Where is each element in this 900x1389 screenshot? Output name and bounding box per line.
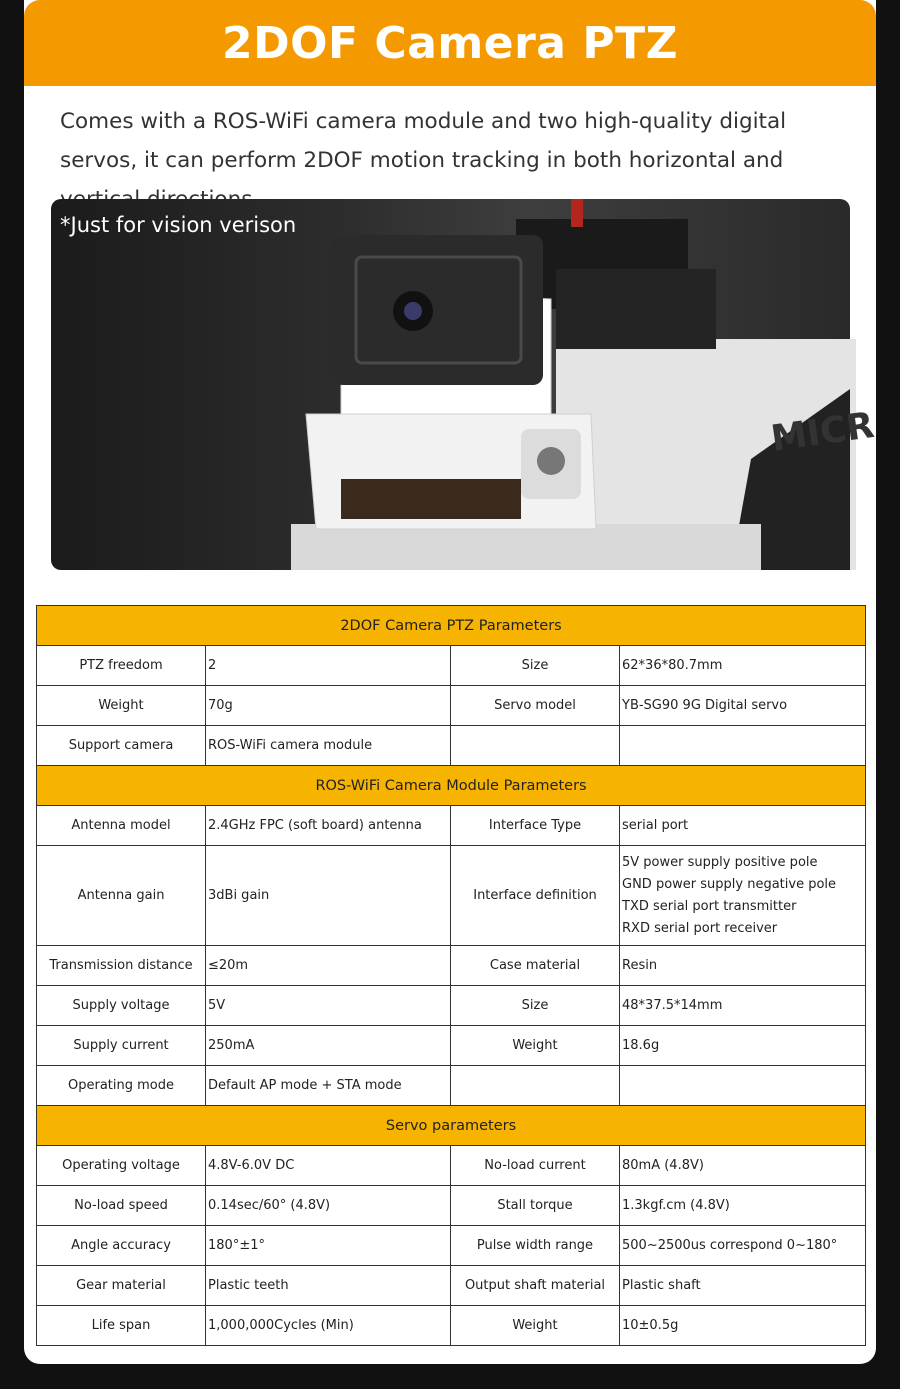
param-label: Servo model: [451, 686, 620, 726]
param-value: ≤20m: [206, 946, 451, 986]
param-label: Case material: [451, 946, 620, 986]
table-surface-shape: [291, 524, 761, 570]
param-label: Operating mode: [37, 1066, 206, 1106]
param-label: No-load speed: [37, 1186, 206, 1226]
param-value: 3dBi gain: [206, 846, 451, 946]
interface-pin: TXD serial port transmitter: [622, 898, 797, 914]
param-label: Pulse width range: [451, 1226, 620, 1266]
param-value: ROS-WiFi camera module: [206, 726, 451, 766]
product-photo: [51, 199, 877, 570]
param-label: Size: [451, 646, 620, 686]
param-value: 250mA: [206, 1026, 451, 1066]
param-value: Resin: [620, 946, 866, 986]
param-value: [620, 726, 866, 766]
param-label: Stall torque: [451, 1186, 620, 1226]
section-title: ROS-WiFi Camera Module Parameters: [37, 766, 866, 806]
table-row: [37, 1146, 866, 1186]
table-row: [37, 986, 866, 1026]
param-label: Supply voltage: [37, 986, 206, 1026]
param-value: 70g: [206, 686, 451, 726]
section-header-row: [37, 766, 866, 806]
title-banner: [24, 0, 876, 86]
photo-note: *Just for vision verison: [60, 213, 297, 237]
parameters-table: [36, 605, 866, 1346]
section-header-row: [37, 1106, 866, 1146]
param-value: 10±0.5g: [620, 1306, 866, 1346]
table-row: [37, 1306, 866, 1346]
param-value: 2.4GHz FPC (soft board) antenna: [206, 806, 451, 846]
param-label: Angle accuracy: [37, 1226, 206, 1266]
table-row: [37, 726, 866, 766]
param-value: 80mA (4.8V): [620, 1146, 866, 1186]
intro-text: Comes with a ROS-WiFi camera module and two high-quality digital servos, it can perform 2DOF motion tracking in both horizontal and: [60, 109, 787, 173]
param-value: 5V: [206, 986, 451, 1026]
param-value: 500~2500us correspond 0~180°: [620, 1226, 866, 1266]
page-title: 2DOF Camera PTZ: [222, 17, 678, 69]
param-label: [451, 726, 620, 766]
interface-definition-list: [620, 846, 866, 946]
param-value: 2: [206, 646, 451, 686]
param-value: 1.3kgf.cm (4.8V): [620, 1186, 866, 1226]
param-label: Weight: [37, 686, 206, 726]
interface-pin: GND power supply negative pole: [622, 876, 837, 892]
param-label: Output shaft material: [451, 1266, 620, 1306]
param-value: [620, 1066, 866, 1106]
interface-pin: RXD serial port receiver: [622, 920, 778, 936]
param-label: Transmission distance: [37, 946, 206, 986]
back-block-shape: [556, 269, 716, 349]
param-label: Life span: [37, 1306, 206, 1346]
param-value: Default AP mode + STA mode: [206, 1066, 451, 1106]
param-value: Plastic shaft: [620, 1266, 866, 1306]
param-value: serial port: [620, 806, 866, 846]
param-label: Antenna model: [37, 806, 206, 846]
param-value: 62*36*80.7mm: [620, 646, 866, 686]
table-row: [37, 1186, 866, 1226]
table-row: [37, 1266, 866, 1306]
table-row: [37, 686, 866, 726]
param-label: Operating voltage: [37, 1146, 206, 1186]
param-value: 48*37.5*14mm: [620, 986, 866, 1026]
camera-lens-glass-shape: [404, 302, 422, 320]
param-label: Antenna gain: [37, 846, 206, 946]
param-label: Interface definition: [451, 846, 620, 946]
param-label: Weight: [451, 1306, 620, 1346]
param-label: Supply current: [37, 1026, 206, 1066]
table-row: [37, 646, 866, 686]
param-value: 180°±1°: [206, 1226, 451, 1266]
red-cable-shape: [571, 199, 583, 227]
section-header-row: [37, 606, 866, 646]
table-row: [37, 806, 866, 846]
table-row: [37, 1026, 866, 1066]
param-label: Gear material: [37, 1266, 206, 1306]
servo-screw-shape: [537, 447, 565, 475]
camera-ptz-illustration: [51, 199, 877, 570]
param-label: Support camera: [37, 726, 206, 766]
param-label: PTZ freedom: [37, 646, 206, 686]
section-title: Servo parameters: [37, 1106, 866, 1146]
section-title: 2DOF Camera PTZ Parameters: [37, 606, 866, 646]
param-label: Weight: [451, 1026, 620, 1066]
param-value: 18.6g: [620, 1026, 866, 1066]
param-label: Size: [451, 986, 620, 1026]
param-label: [451, 1066, 620, 1106]
table-row: [37, 846, 866, 946]
table-row: [37, 946, 866, 986]
param-value: 1,000,000Cycles (Min): [206, 1306, 451, 1346]
interface-pin: 5V power supply positive pole: [622, 854, 818, 870]
param-value: 4.8V-6.0V DC: [206, 1146, 451, 1186]
product-card: [24, 0, 876, 1364]
table-row: [37, 1066, 866, 1106]
table-row: [37, 1226, 866, 1266]
param-value: Plastic teeth: [206, 1266, 451, 1306]
servo-wires-shape: [341, 479, 521, 519]
param-value: 0.14sec/60° (4.8V): [206, 1186, 451, 1226]
param-label: No-load current: [451, 1146, 620, 1186]
robot-logo: MICR: [768, 404, 877, 460]
param-value: YB-SG90 9G Digital servo: [620, 686, 866, 726]
param-label: Interface Type: [451, 806, 620, 846]
